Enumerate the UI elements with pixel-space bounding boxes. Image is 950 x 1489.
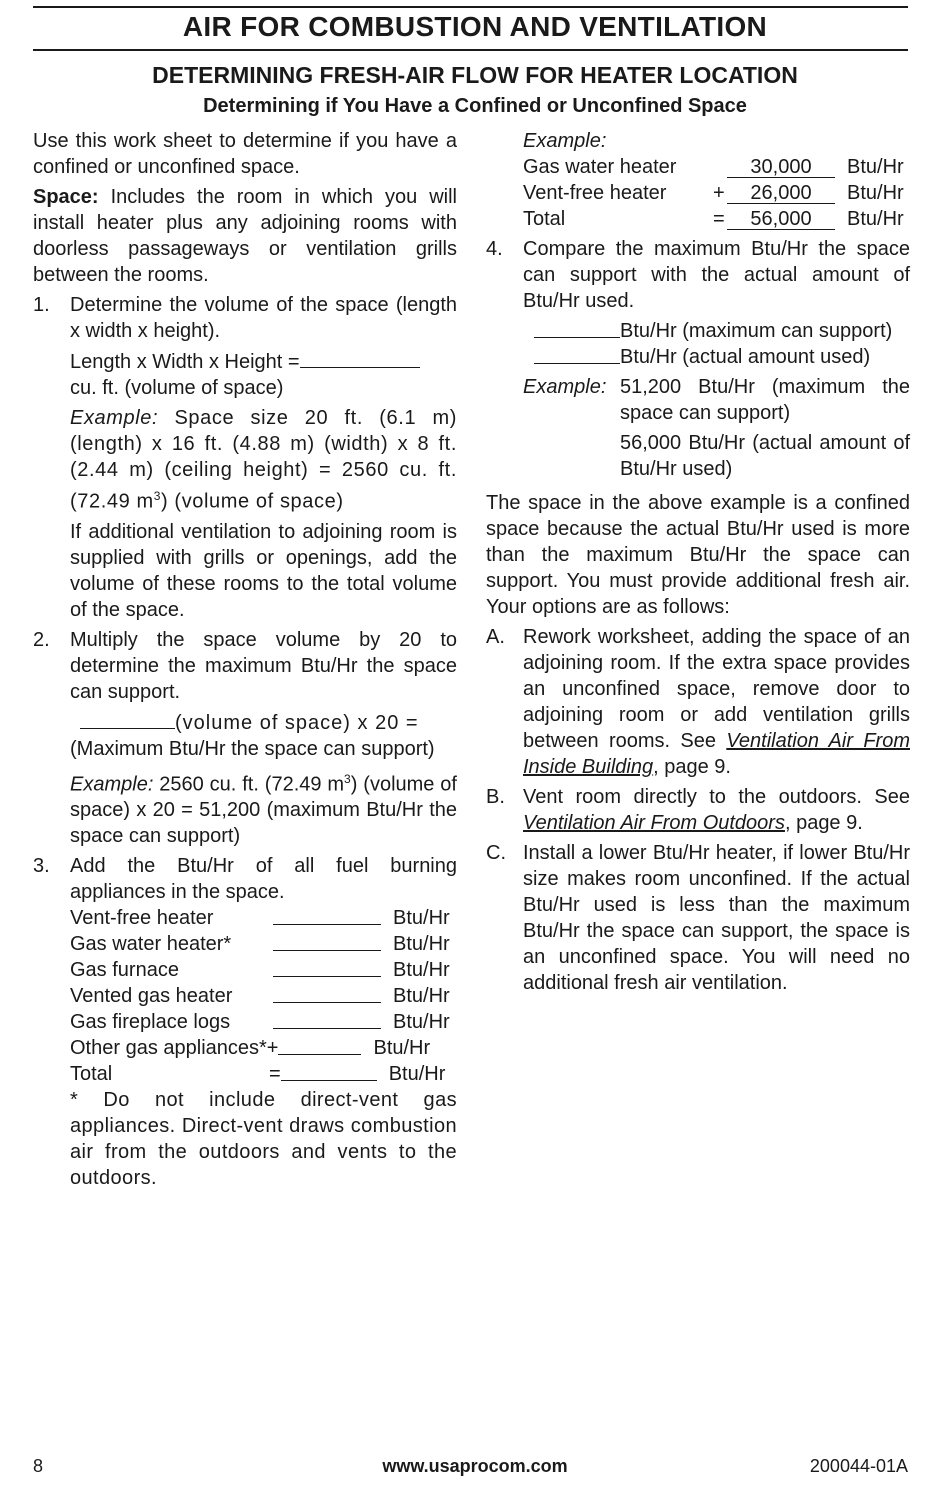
- unit-label: Btu/Hr: [847, 156, 904, 178]
- operator: =: [269, 1063, 281, 1086]
- example-label: Example:: [70, 407, 159, 429]
- unit-label: Btu/Hr: [388, 1063, 446, 1086]
- appliance-label: Gas fireplace logs: [70, 1011, 231, 1034]
- right-column: [486, 128, 910, 1000]
- left-column: [33, 128, 457, 1195]
- example-value: 30,000: [727, 154, 835, 178]
- appliance-row: [70, 983, 457, 1009]
- btu-formula-2: (Maximum Btu/Hr the space can support): [70, 737, 435, 760]
- appliance-row: [70, 1061, 457, 1087]
- example-tail: ) (volume of space): [161, 490, 344, 513]
- intro-text: Use this work sheet to determine if you have a confined or unconfined space.: [33, 130, 457, 178]
- operator: =: [713, 208, 725, 230]
- appliance-row: [70, 931, 457, 957]
- operator: +: [266, 1037, 279, 1060]
- example-text: Space size 20 ft. (6.1 m) (length) x 16 ft. (4.88 m) (width) x 8 ft. (2.44 m) (ceiling height) = 2560 cu. ft. (72.49 m: [70, 407, 457, 513]
- formula-label: Length x Width x Height =: [70, 351, 300, 373]
- step-4-example: [523, 374, 910, 486]
- example-label: [523, 128, 910, 154]
- step-number: 1.: [33, 294, 50, 316]
- unit-label: Btu/Hr: [373, 1037, 431, 1060]
- option-body: Rework worksheet, adding the space of an adjoining room. If the extra space provides an unconfined space, remove door to adjoining room or add ventilation grills between rooms. See: [523, 626, 910, 752]
- compare-row: [523, 318, 910, 344]
- link-ventilation-outdoors[interactable]: Ventilation Air From Outdoors: [523, 812, 785, 834]
- compare-row: [523, 344, 910, 370]
- btu-blank[interactable]: [273, 983, 381, 1003]
- unit-label: Btu/Hr: [393, 1011, 450, 1034]
- top-rule: [33, 6, 908, 8]
- appliance-row: [70, 957, 457, 983]
- example-block: [523, 128, 910, 232]
- subsection-title: Determining if You Have a Confined or Unconfined Space: [203, 95, 747, 117]
- example-tail: ) (volume of space) x 20 = 51,200 (maximum Btu/Hr the space can support): [70, 773, 457, 848]
- unit-label: Btu/Hr: [847, 208, 904, 230]
- btu-blank[interactable]: [273, 905, 381, 925]
- step-text: Add the Btu/Hr of all fuel burning appliances in the space.: [70, 855, 457, 904]
- appliance-label: Total: [70, 1063, 113, 1086]
- example-row-label: Vent-free heater: [523, 182, 667, 204]
- example-row-label: Gas water heater: [523, 156, 677, 178]
- max-blank[interactable]: [534, 318, 620, 338]
- step-2-example: [70, 766, 457, 850]
- example-label-text: Example:: [523, 130, 607, 152]
- step-text: Compare the maximum Btu/Hr the space can support with the actual amount of Btu/Hr used.: [523, 238, 910, 312]
- step-number: 3.: [33, 855, 50, 878]
- title-rule: [33, 49, 908, 51]
- btu-formula: [70, 709, 457, 736]
- volume-formula: [70, 348, 457, 375]
- example-line-2: 56,000 Btu/Hr (actual amount of Btu/Hr used): [620, 432, 910, 480]
- page-title: AIR FOR COMBUSTION AND VENTILATION: [182, 11, 768, 42]
- step-1: [33, 292, 457, 623]
- example-row: [523, 180, 910, 206]
- space-label: Space:: [33, 186, 99, 208]
- appliance-label: Vent-free heater: [70, 907, 214, 930]
- btu-blank[interactable]: [273, 931, 381, 951]
- appliance-label: Gas water heater*: [70, 933, 232, 956]
- example-row: [523, 206, 910, 232]
- unit-label: Btu/Hr: [393, 933, 450, 956]
- step-text: Multiply the space volume by 20 to determine the maximum Btu/Hr the space can support.: [70, 628, 457, 703]
- step-number: 2.: [33, 628, 50, 651]
- appliance-row: [70, 1035, 457, 1061]
- btu-blank[interactable]: [273, 957, 381, 977]
- example-label: Example:: [523, 376, 607, 398]
- option-text: [523, 624, 910, 780]
- appliance-table: [70, 905, 457, 1087]
- unit-label: Btu/Hr: [393, 907, 450, 930]
- appliance-label: Vented gas heater: [70, 985, 233, 1008]
- operator: +: [713, 182, 725, 204]
- option-tail: , page 9.: [653, 756, 731, 778]
- space-text: Includes the room in which you will install heater plus any adjoining rooms with doorless passageways or ventilation grills between the rooms.: [33, 186, 457, 286]
- volume-blank[interactable]: [80, 709, 175, 729]
- section-title: DETERMINING FRESH-AIR FLOW FOR HEATER LOCATION: [152, 62, 798, 88]
- btu-blank[interactable]: [278, 1035, 361, 1055]
- appliance-row: [70, 905, 457, 931]
- option-text: [523, 784, 910, 836]
- footnote: * Do not include direct-vent gas appliances. Direct-vent draws combustion air from the outdoors and vents to the outdoors.: [70, 1089, 457, 1190]
- option-text: Install a lower Btu/Hr heater, if lower Btu/Hr size makes room unconfined. If the actual Btu/Hr used is less than the maximum Btu/Hr the space can support, the space is an unconfined space. You will need no additional fresh air ventilation.: [523, 842, 910, 994]
- appliance-label: Gas furnace: [70, 959, 179, 982]
- step-4: [486, 236, 910, 486]
- example-row-label: Total: [523, 208, 566, 230]
- unit-label: Btu/Hr: [393, 959, 450, 982]
- space-definition: [33, 184, 457, 288]
- appliance-row: [70, 1009, 457, 1035]
- conclusion-text: The space in the above example is a confined space because the actual Btu/Hr used is more than the maximum Btu/Hr the space can support. You must provide additional fresh air. Your options are as follows:: [486, 492, 910, 618]
- actual-blank[interactable]: [534, 344, 620, 364]
- option-letter: B.: [486, 786, 505, 808]
- option-c: [486, 840, 910, 996]
- formula-label: (volume of space) x 20 =: [175, 711, 419, 734]
- superscript: 3: [344, 771, 351, 786]
- volume-blank[interactable]: [300, 348, 420, 368]
- option-b: [486, 784, 910, 836]
- step-1-note: If additional ventilation to adjoining room is supplied with grills or openings, add the volume of these rooms to the total volume of the space.: [70, 520, 457, 621]
- option-letter: A.: [486, 626, 505, 648]
- option-tail: , page 9.: [784, 812, 863, 834]
- appliance-label: Other gas appliances*: [70, 1037, 267, 1060]
- step-3: [33, 853, 457, 1191]
- option-letter: C.: [486, 842, 506, 864]
- btu-blank[interactable]: [281, 1061, 377, 1081]
- operator: [713, 154, 727, 180]
- example-value: 26,000: [727, 180, 835, 204]
- step-1-example: [70, 405, 457, 515]
- compare-label: Btu/Hr (actual amount used): [620, 346, 871, 368]
- page-number: 8: [33, 1456, 44, 1476]
- superscript: 3: [153, 489, 162, 503]
- link-ventilation-inside[interactable]: Ventilation Air From Inside Building: [523, 730, 910, 778]
- step-text: Determine the volume of the space (length x width x height).: [70, 294, 457, 342]
- unit-label: Btu/Hr: [847, 182, 904, 204]
- option-a: [486, 624, 910, 780]
- step-number: 4.: [486, 238, 503, 260]
- option-body: Vent room directly to the outdoors. See: [523, 786, 910, 808]
- example-row: [523, 154, 910, 180]
- compare-label: Btu/Hr (maximum can support): [620, 320, 893, 342]
- example-text: 2560 cu. ft. (72.49 m: [153, 773, 345, 796]
- footer-url[interactable]: www.usaprocom.com: [382, 1456, 568, 1476]
- document-number: 200044-01A: [809, 1456, 908, 1476]
- unit-label: Btu/Hr: [393, 985, 450, 1008]
- example-label: Example:: [70, 773, 154, 796]
- example-value: 56,000: [727, 206, 835, 230]
- volume-unit: cu. ft. (volume of space): [70, 377, 284, 399]
- btu-blank[interactable]: [273, 1009, 381, 1029]
- step-2: [33, 627, 457, 850]
- example-line-1: 51,200 Btu/Hr (maximum the space can support): [620, 376, 910, 424]
